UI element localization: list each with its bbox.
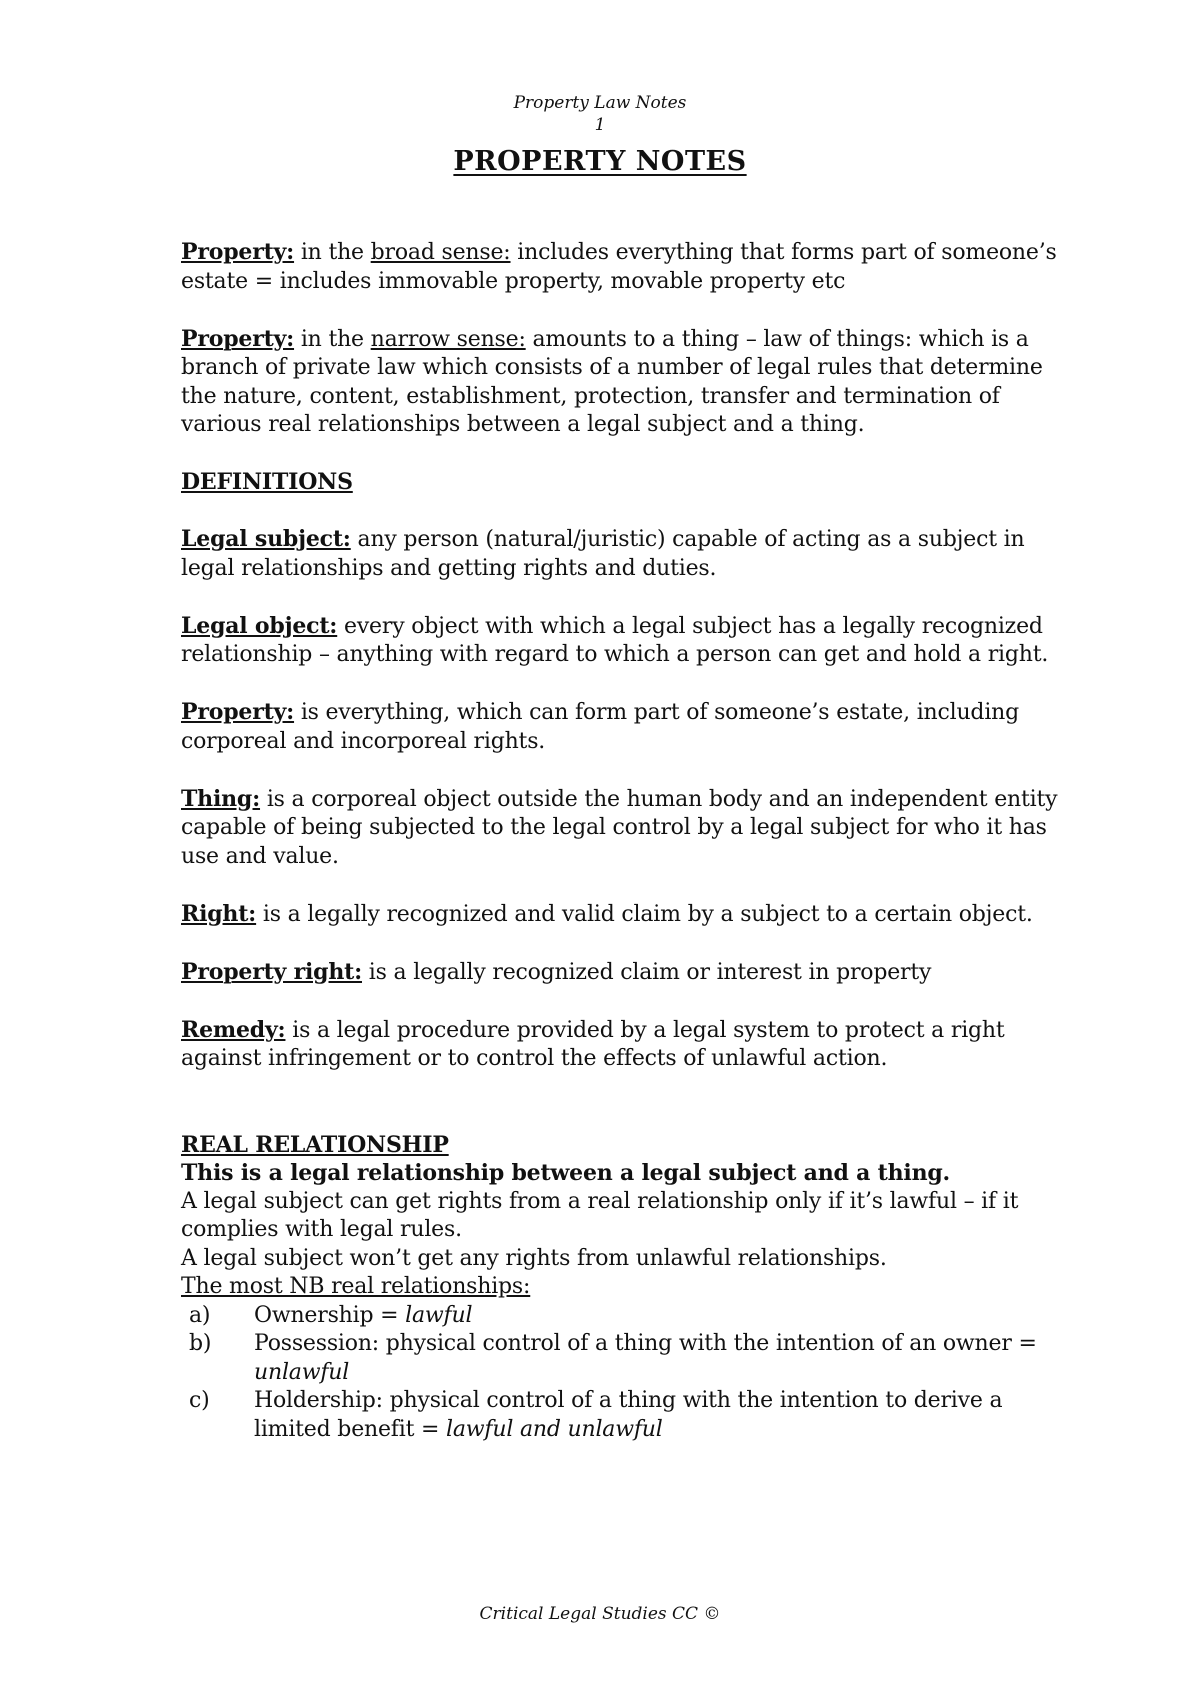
definition-item (181, 958, 1061, 988)
definition-item (181, 525, 1061, 583)
body-line: A legal subject won’t get any rights from unlawful relationships. (181, 1245, 887, 1271)
term-label: Property: (181, 325, 295, 352)
list-item-text: Possession: physical control of a thing with the intention of an owner = (254, 1331, 1037, 1356)
definition-item (181, 785, 1061, 872)
legality-status: lawful and unlawful (446, 1416, 663, 1442)
definitions-heading: DEFINITIONS (181, 469, 353, 495)
term-label: Right: (181, 900, 257, 927)
document-title: PROPERTY NOTES (453, 146, 747, 177)
list-marker: b) (189, 1331, 212, 1356)
running-title: Property Law Notes (513, 93, 687, 113)
term-label: Property: (181, 699, 295, 725)
definition-text: any person (natural/juristic) capable of acting as a subject in legal relationships and getting rights and duties. (181, 527, 1025, 581)
intro-paragraph-narrow (181, 325, 1061, 440)
legality-status: lawful (405, 1302, 473, 1328)
definition-text: every object with which a legal subject has a legally recognized relationship – anything with regard to which a person can get and hold a right. (181, 613, 1049, 667)
term-label: Legal subject: (181, 526, 351, 552)
definition-item (181, 698, 1061, 756)
definition-text: is a legally recognized and valid claim by a subject to a certain object. (256, 901, 1033, 927)
definition-text: amounts to a thing – law of things: which is a branch of private law which consists of a number of legal rules that determine the nature, content, establishment, protection, transfer and termination of various real relationships between a legal subject and a thing. (181, 326, 1043, 437)
term-label: Property: (181, 239, 295, 265)
list-heading: The most NB real relationships: (181, 1274, 531, 1299)
real-relationship-heading: REAL RELATIONSHIP (181, 1131, 449, 1158)
definition-item (181, 900, 1061, 930)
definition-item (181, 612, 1061, 670)
list-item-text: Holdership: physical control of a thing with the intention to derive a limited benefit = (254, 1388, 1003, 1442)
definition-text: is a legally recognized claim or interest in property (362, 959, 932, 985)
section-spacer (181, 1102, 1061, 1131)
body-line: A legal subject can get rights from a real relationship only if it’s lawful – if it complies with legal rules. (181, 1188, 1019, 1242)
definition-text: is everything, which can form part of someone’s estate, including corporeal and incorporeal rights. (181, 700, 1020, 754)
definition-text: includes everything that forms part of someone’s estate = includes immovable property, movable property etc (181, 240, 1057, 294)
legality-status: unlawful (254, 1359, 350, 1385)
list-item (181, 1330, 1061, 1387)
intro-text: in the (294, 326, 371, 352)
relationship-list (181, 1302, 1061, 1445)
underlined-phrase: narrow sense: (370, 326, 526, 352)
page-footer: Critical Legal Studies CC © (479, 1604, 721, 1624)
document-body (181, 238, 1061, 1444)
definition-text: is a corporeal object outside the human body and an independent entity capable of being subjected to the legal control by a legal subject for who it has use and value. (181, 786, 1058, 869)
intro-paragraph-broad (181, 238, 1061, 296)
real-relationship-subheading: This is a legal relationship between a legal subject and a thing. (181, 1160, 951, 1186)
term-label: Property right: (181, 958, 362, 985)
definition-item (181, 1016, 1061, 1074)
underlined-phrase: broad sense: (370, 240, 511, 265)
intro-text: in the (294, 240, 371, 265)
list-item (181, 1302, 1061, 1331)
definition-text: is a legal procedure provided by a legal system to protect a right against infringement or to control the effects of unlawful action. (181, 1017, 1005, 1071)
page-number: 1 (594, 115, 606, 135)
list-item-text: Ownership = (254, 1302, 406, 1328)
list-marker: c) (189, 1388, 210, 1413)
running-header (0, 92, 1200, 136)
term-label: Thing: (181, 785, 261, 812)
list-marker: a) (189, 1302, 211, 1328)
term-label: Legal object: (181, 612, 338, 639)
term-label: Remedy: (181, 1016, 286, 1043)
list-item (181, 1387, 1061, 1444)
